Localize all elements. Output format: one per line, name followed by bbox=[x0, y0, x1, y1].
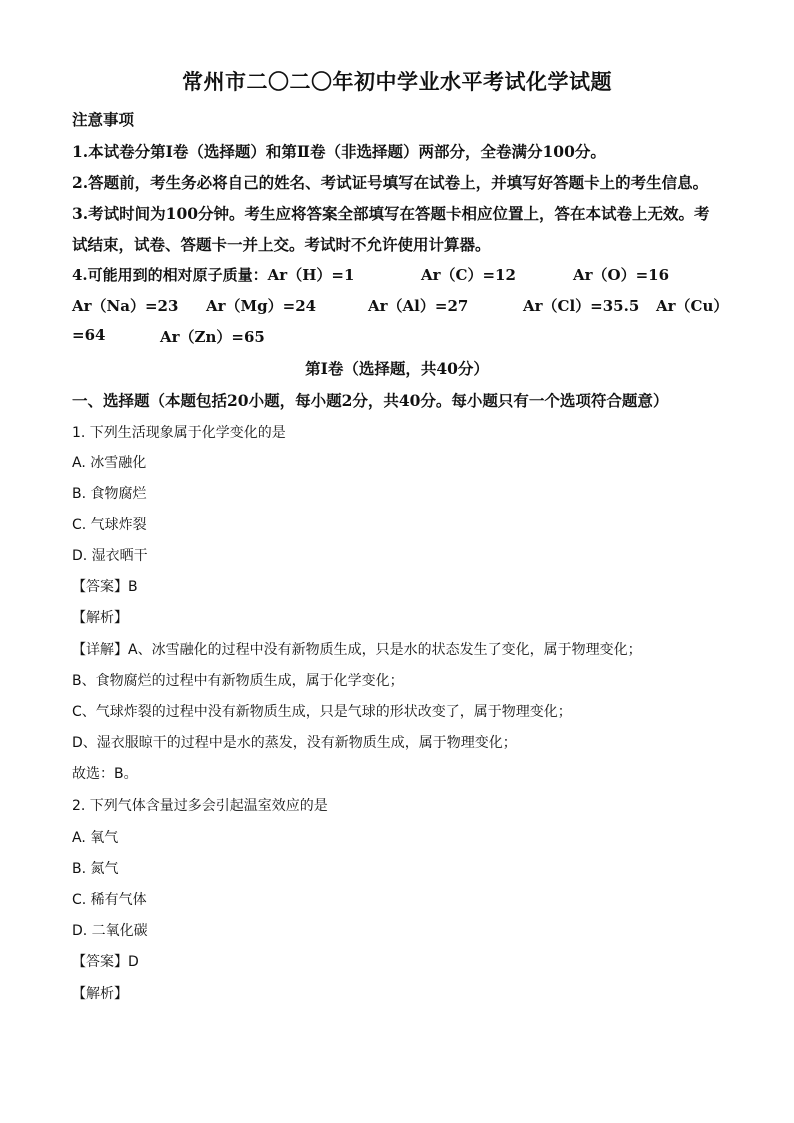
atomic-mass-na: Ar（Na）=23 bbox=[72, 297, 179, 315]
notice-item-3-line-2: 试结束，试卷、答题卡一并上交。考试时不允许使用计算器。 bbox=[72, 235, 491, 254]
atomic-mass-c: Ar（C）=12 bbox=[421, 266, 516, 284]
notice-heading: 注意事项 bbox=[72, 110, 135, 129]
q1-answer: 【答案】B bbox=[72, 579, 138, 595]
q2-option-d: D. 二氧化碳 bbox=[72, 923, 148, 939]
notice-item-1: 1.本试卷分第Ⅰ卷（选择题）和第Ⅱ卷（非选择题）两部分，全卷满分100分。 bbox=[72, 142, 606, 161]
q2-option-c: C. 稀有气体 bbox=[72, 892, 147, 908]
q1-detail-3: C、气球炸裂的过程中没有新物质生成，只是气球的形状改变了，属于物理变化； bbox=[72, 704, 572, 720]
atomic-mass-cu: Ar（Cu） bbox=[656, 297, 729, 315]
q1-analysis-label: 【解析】 bbox=[72, 610, 128, 626]
exam-title: 常州市二〇二〇年初中学业水平考试化学试题 bbox=[182, 69, 612, 94]
q1-option-a: A. 冰雪融化 bbox=[72, 455, 147, 471]
notice-item-4-label: 4.可能用到的相对原子质量：Ar（H）=1 bbox=[72, 266, 355, 284]
atomic-mass-cu-value: =64 bbox=[72, 326, 106, 344]
atomic-mass-zn: Ar（Zn）=65 bbox=[160, 328, 265, 346]
section-instruction: 一、选择题（本题包括20小题，每小题2分，共40分。每小题只有一个选项符合题意） bbox=[72, 391, 669, 410]
q2-answer: 【答案】D bbox=[72, 954, 139, 970]
atomic-mass-cl: Ar（Cl）=35.5 bbox=[523, 297, 640, 315]
q1-detail-2: B、食物腐烂的过程中有新物质生成，属于化学变化； bbox=[72, 673, 404, 689]
q1-option-d: D. 湿衣晒干 bbox=[72, 548, 148, 564]
q2-option-a: A. 氧气 bbox=[72, 830, 119, 846]
q1-detail-1: 【详解】A、冰雪融化的过程中没有新物质生成，只是水的状态发生了变化，属于物理变化； bbox=[72, 642, 642, 658]
q1-stem: 1. 下列生活现象属于化学变化的是 bbox=[72, 425, 286, 441]
atomic-mass-al: Ar（Al）=27 bbox=[368, 297, 469, 315]
notice-item-3-line-1: 3.考试时间为100分钟。考生应将答案全部填写在答题卡相应位置上，答在本试卷上无效。考 bbox=[72, 204, 710, 223]
q1-option-b: B. 食物腐烂 bbox=[72, 486, 147, 502]
atomic-mass-mg: Ar（Mg）=24 bbox=[206, 297, 317, 315]
notice-item-2: 2.答题前，考生务必将自己的姓名、考试证号填写在试卷上，并填写好答题卡上的考生信息。 bbox=[72, 173, 709, 192]
q1-detail-4: D、湿衣服晾干的过程中是水的蒸发，没有新物质生成，属于物理变化； bbox=[72, 735, 517, 751]
q1-option-c: C. 气球炸裂 bbox=[72, 517, 147, 533]
q2-analysis-label: 【解析】 bbox=[72, 986, 128, 1002]
q1-conclusion: 故选：B。 bbox=[72, 766, 138, 782]
section-title: 第Ⅰ卷（选择题，共40分） bbox=[305, 359, 489, 378]
q2-option-b: B. 氮气 bbox=[72, 861, 119, 877]
atomic-mass-o: Ar（O）=16 bbox=[573, 266, 670, 284]
q2-stem: 2. 下列气体含量过多会引起温室效应的是 bbox=[72, 798, 328, 814]
